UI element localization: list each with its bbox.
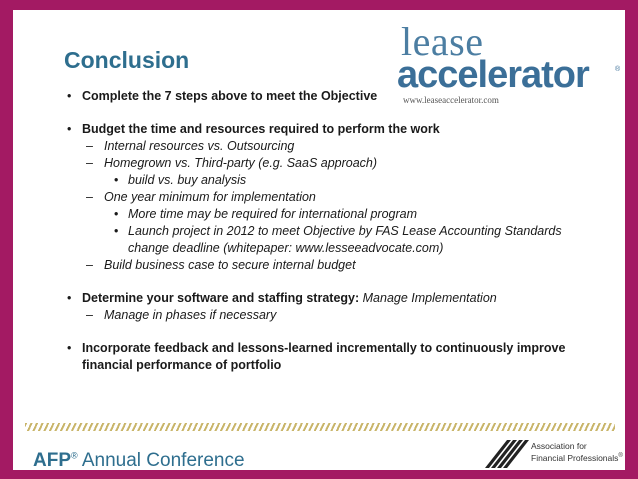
sub-bullet-item: [64, 307, 604, 324]
decorative-stripe: [25, 423, 615, 431]
bullet-item: [64, 340, 604, 374]
sub-sub-bullet-item: [64, 223, 604, 257]
bullet-text: Complete the 7 steps above to meet the Objective: [82, 89, 378, 103]
bullet-text: Internal resources vs. Outsourcing: [104, 139, 295, 153]
sub-sub-bullet-item: [64, 206, 604, 223]
bullet-item: [64, 88, 604, 105]
logo-text-accelerator: accelerator: [397, 54, 589, 96]
logo-url: www.leaseaccelerator.com: [403, 95, 499, 105]
bullet-text: More time may be required for international program: [128, 207, 418, 221]
list-gap: [64, 274, 604, 290]
logo-text-lease: lease: [401, 19, 484, 64]
list-gap: [64, 105, 604, 121]
bullet-text: One year minimum for implementation: [104, 190, 316, 204]
bullet-text: Homegrown vs. Third-party (e.g. SaaS approach): [104, 156, 378, 170]
bullet-text: Manage in phases if necessary: [104, 308, 277, 322]
sub-sub-bullet-item: [64, 172, 604, 189]
afp-annual-conference-logo: [33, 450, 245, 470]
assoc-reg: ®: [618, 453, 623, 459]
assoc-line2: Financial Professionals: [531, 452, 619, 463]
bullet-text: Budget the time and resources required to perform the work: [82, 122, 440, 136]
bullet-text: Incorporate feedback and lessons-learned incrementally to continuously improve financial performance of portfolio: [82, 341, 566, 372]
sub-bullet-item: [64, 155, 604, 172]
assoc-line1: Association for: [531, 441, 587, 451]
list-gap: [64, 324, 604, 340]
afp-association-logo: [483, 438, 623, 470]
bullet-suffix: Manage Implementation: [359, 291, 497, 305]
bullet-item: [64, 290, 604, 307]
logo-registered-mark: ®: [615, 66, 621, 73]
afp-stripes-icon: [483, 438, 529, 470]
slide-title: Conclusion: [64, 47, 190, 73]
bullet-text: Determine your software and staffing strategy:: [82, 291, 360, 305]
bullet-text: build vs. buy analysis: [128, 173, 247, 187]
bullet-item: [64, 121, 604, 138]
sub-bullet-item: [64, 257, 604, 274]
footer-conference: Annual Conference: [77, 450, 245, 470]
footer-afp: AFP: [33, 450, 71, 470]
slide-canvas: [13, 10, 625, 470]
sub-bullet-item: [64, 138, 604, 155]
bullet-text: Launch project in 2012 to meet Objective by FAS Lease Accounting Standards change deadline (whitepaper: www.lesseeadvocate.com): [128, 224, 562, 255]
bullet-text: Build business case to secure internal budget: [104, 258, 356, 272]
bullet-list: [64, 88, 604, 374]
sub-bullet-item: [64, 189, 604, 206]
afp-association-text: [531, 441, 623, 463]
footer-afp-reg: ®: [71, 450, 78, 461]
